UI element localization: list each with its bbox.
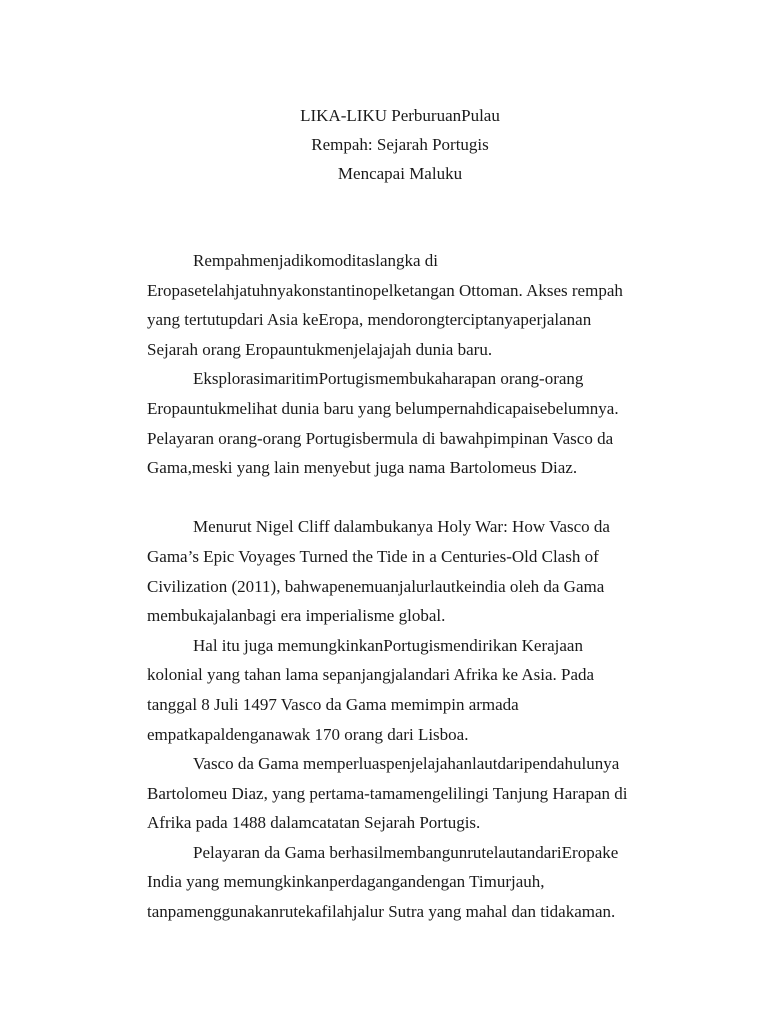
text-line: Rempahmenjadikomoditaslangka di xyxy=(193,251,439,270)
text-line: Pelayaran orang-orang Portugisbermula di bawahpimpinan Vasco da xyxy=(147,428,614,448)
text-line: Eropauntukmelihat dunia baru yang belumpernahdicapaisebelumnya. xyxy=(147,398,619,418)
text-line: yang tertutupdari Asia keEropa, mendorongterciptanyaperjalanan xyxy=(147,310,592,330)
text-line: Sejarah orang Eropauntukmenjelajajah dunia baru. xyxy=(147,339,493,359)
paragraph-spacer xyxy=(147,483,667,513)
paragraph xyxy=(147,631,667,749)
text-line: Bartolomeu Diaz, yang pertama-tamamengelilingi Tanjung Harapan di xyxy=(147,783,628,803)
paragraph xyxy=(147,512,667,630)
text-line: Pelayaran da Gama berhasilmembangunrutelautandariEropake xyxy=(193,842,619,862)
text-line: Hal itu juga memungkinkanPortugismendirikan Kerajaan xyxy=(193,635,583,655)
text-line: Menurut Nigel Cliff dalambukanya Holy War: How Vasco da xyxy=(193,517,610,537)
paragraph xyxy=(147,838,667,927)
text-line: tanpamenggunakanrutekafilahjalur Sutra yang mahal dan tidakaman. xyxy=(147,902,616,922)
text-line: Gama’s Epic Voyages Turned the Tide in a Centuries-Old Clash of xyxy=(147,546,599,566)
text-line: membukajalanbagi era imperialisme global. xyxy=(147,606,446,626)
text-line: kolonial yang tahan lama sepanjangjalandari Afrika ke Asia. Pada xyxy=(147,665,595,685)
paragraph xyxy=(147,246,667,364)
text-line: Afrika pada 1488 dalamcatatan Sejarah Portugis. xyxy=(147,813,481,833)
document-title xyxy=(0,101,768,188)
text-line: Vasco da Gama memperluaspenjelajahanlautdaripendahulunya xyxy=(193,754,620,774)
text-line: empatkapaldenganawak 170 orang dari Lisboa. xyxy=(147,724,469,744)
text-line: India yang memungkinkanperdagangandengan Timurjauh, xyxy=(147,872,545,892)
text-line: tanggal 8 Juli 1497 Vasco da Gama memimpin armada xyxy=(147,694,519,714)
title-line: Rempah: Sejarah Portugis xyxy=(311,135,489,154)
text-line: Eropasetelahjatuhnyakonstantinopelketangan Ottoman. Akses rempah xyxy=(147,280,623,300)
title-line: LIKA-LIKU PerburuanPulau xyxy=(300,106,500,125)
text-line: Gama,meski yang lain menyebut juga nama Bartolomeus Diaz. xyxy=(147,458,578,478)
document-body xyxy=(147,246,667,927)
paragraph xyxy=(147,749,667,838)
text-line: Civilization (2011), bahwapenemuanjalurlautkeindia oleh da Gama xyxy=(147,576,605,596)
title-line: Mencapai Maluku xyxy=(337,164,463,183)
paragraph xyxy=(147,364,667,482)
text-line: EksplorasimaritimPortugismembukaharapan orang-orang xyxy=(193,369,584,389)
